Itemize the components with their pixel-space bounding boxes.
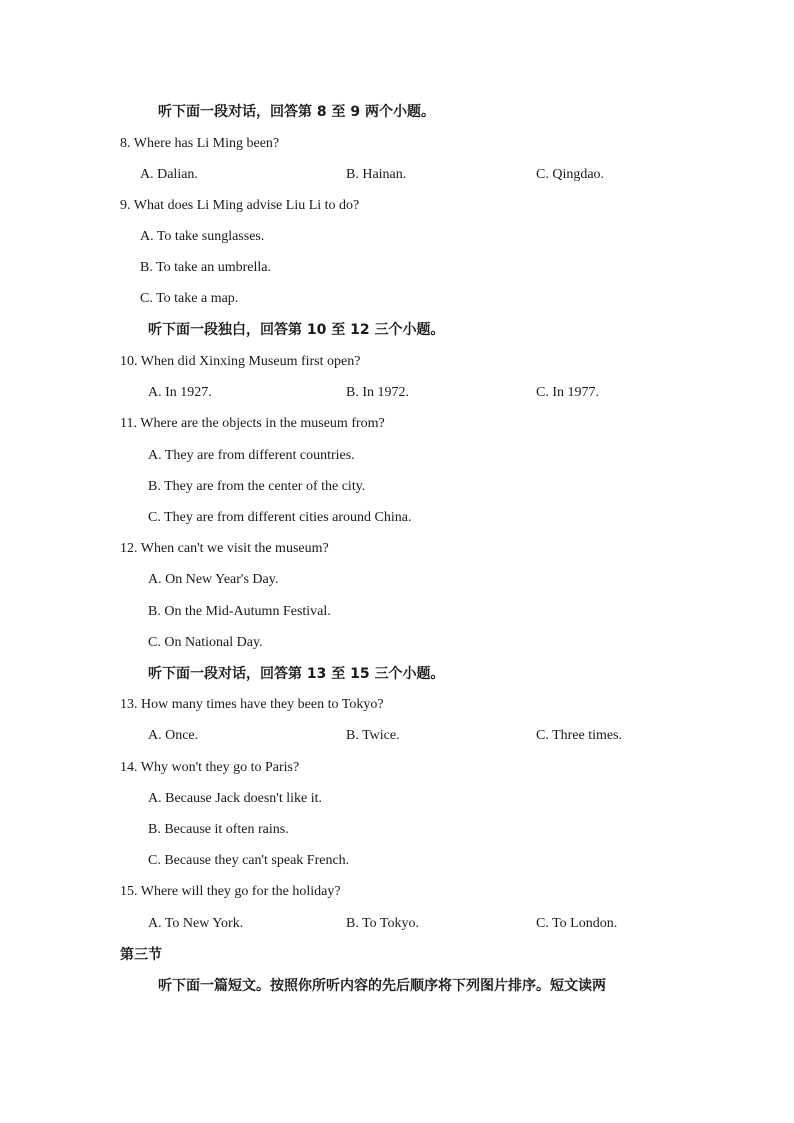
question-8: 8. Where has Li Ming been? — [120, 136, 280, 151]
q13-option-c: C. Three times. — [536, 728, 623, 743]
q9-option-a: A. To take sunglasses. — [140, 229, 265, 244]
q13-option-a: A. Once. — [148, 728, 199, 743]
question-9: 9. What does Li Ming advise Liu Li to do? — [120, 198, 360, 213]
q12-option-a: A. On New Year's Day. — [148, 572, 279, 587]
q14-option-a: A. Because Jack doesn't like it. — [148, 791, 322, 806]
q15-option-b: B. To Tokyo. — [346, 916, 419, 931]
q14-option-c: C. Because they can't speak French. — [148, 853, 350, 868]
q8-option-a: A. Dalian. — [140, 167, 198, 182]
q12-option-b: B. On the Mid-Autumn Festival. — [148, 604, 331, 619]
q13-option-b: B. Twice. — [346, 728, 400, 743]
q10-option-a: A. In 1927. — [148, 385, 212, 400]
q14-option-b: B. Because it often rains. — [148, 822, 289, 837]
q9-option-c: C. To take a map. — [140, 291, 239, 306]
section-3-instruction: 听下面一篇短文。按照你所听内容的先后顺序将下列图片排序。短文读两 — [158, 978, 606, 994]
question-13: 13. How many times have they been to Tokyo? — [120, 697, 384, 712]
q15-option-c: C. To London. — [536, 916, 618, 931]
q10-option-c: C. In 1977. — [536, 385, 599, 400]
section-3-title: 第三节 — [120, 947, 162, 963]
question-12: 12. When can't we visit the museum? — [120, 541, 329, 556]
question-15: 15. Where will they go for the holiday? — [120, 884, 341, 899]
instruction-8-9: 听下面一段对话，回答第 8 至 9 两个小题。 — [158, 104, 435, 120]
q12-option-c: C. On National Day. — [148, 635, 263, 650]
q10-option-b: B. In 1972. — [346, 385, 409, 400]
q11-option-c: C. They are from different cities around China. — [148, 510, 412, 525]
instruction-10-12: 听下面一段独白，回答第 10 至 12 三个小题。 — [148, 322, 445, 338]
question-14: 14. Why won't they go to Paris? — [120, 760, 300, 775]
q8-option-b: B. Hainan. — [346, 167, 407, 182]
q8-option-c: C. Qingdao. — [536, 167, 605, 182]
instruction-13-15: 听下面一段对话，回答第 13 至 15 三个小题。 — [148, 666, 445, 682]
q9-option-b: B. To take an umbrella. — [140, 260, 271, 275]
q11-option-b: B. They are from the center of the city. — [148, 479, 366, 494]
q15-option-a: A. To New York. — [148, 916, 244, 931]
question-11: 11. Where are the objects in the museum from? — [120, 416, 385, 431]
question-10: 10. When did Xinxing Museum first open? — [120, 354, 361, 369]
q11-option-a: A. They are from different countries. — [148, 448, 355, 463]
